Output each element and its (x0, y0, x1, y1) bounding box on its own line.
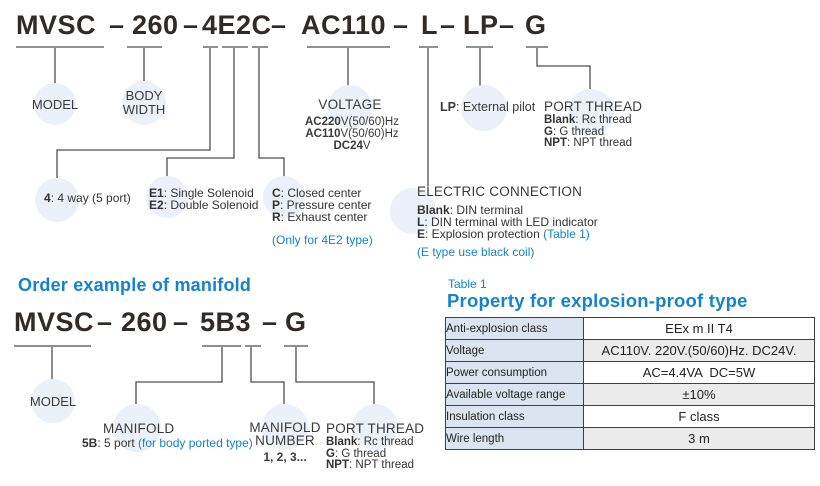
external-pilot-desc: : External pilot (455, 100, 536, 114)
model-label: MODEL (31, 97, 79, 112)
row-label: Voltage (446, 340, 584, 362)
voltage-dc24-rest: V (362, 140, 371, 152)
code-segment-body-width: 260 (132, 10, 179, 40)
code-dash: – (109, 10, 125, 40)
voltage-ac220-bold: AC220 (305, 116, 341, 128)
voltage-option-dc24 (287, 140, 417, 152)
electric-l-desc: : DIN terminal with LED indicator (424, 215, 598, 229)
row-label: Wire length (446, 428, 584, 450)
code-dash: – (499, 10, 515, 40)
manifold-title: MANIFOLD (103, 421, 175, 436)
voltage-dc24-bold: DC24 (333, 140, 363, 152)
solenoid-e2-key: E2 (149, 198, 164, 212)
code-dash: – (183, 10, 199, 40)
electric-e-desc: : Explosion protection (425, 227, 544, 241)
electric-e-key: E (417, 227, 426, 241)
manifold-code-body-width: 260 (121, 307, 168, 337)
manifold-code-type: 5B3 (200, 307, 252, 337)
manifold-5b-key: 5B (82, 436, 98, 450)
manifold-port-thread-g-key: G (326, 448, 335, 460)
solenoid-e2-desc: : Double Solenoid (163, 198, 259, 212)
manifold-number-title (248, 422, 322, 447)
port-thread-g-key: G (544, 126, 553, 138)
table-row (446, 362, 815, 384)
manifold-number-title-2: NUMBER (255, 432, 315, 448)
voltage-ac220-rest: V(50/60)Hz (340, 116, 399, 128)
code-dash: – (440, 10, 456, 40)
code-segment-voltage: AC110 (301, 10, 387, 40)
manifold-code-model: MVSC (14, 307, 95, 337)
manifold-port-thread-blank (326, 436, 414, 448)
center-p-key: P (272, 198, 281, 212)
voltage-option-ac110 (287, 128, 417, 140)
body-width-line2: WIDTH (122, 102, 166, 117)
manifold-port-thread-blank-key: Blank (326, 436, 358, 448)
center-r-key: R (272, 210, 281, 224)
manifold-port-thread-blank-desc: : Rc thread (357, 436, 414, 448)
manifold-code-thread: G (285, 307, 307, 337)
center-c-key: C (272, 186, 281, 200)
port-thread-blank-key: Blank (544, 114, 576, 126)
manifold-port-thread-npt-key: NPT (326, 459, 349, 471)
voltage-title: VOLTAGE (318, 97, 382, 112)
solenoid-e1-desc: : Single Solenoid (163, 186, 254, 200)
table-row (446, 318, 815, 340)
port-thread-blank (544, 114, 632, 126)
manifold-port-thread-title: PORT THREAD (326, 421, 425, 436)
row-value: 3 m (584, 428, 815, 450)
table-row (446, 428, 815, 450)
four-way-desc: : 4 way (5 port) (50, 191, 131, 205)
external-pilot-key: LP (440, 100, 456, 114)
manifold-port-thread-npt-desc: : NPT thread (349, 459, 414, 471)
code-dash: – (173, 307, 189, 337)
code-segment-thread: G (525, 10, 547, 40)
code-dash: – (271, 10, 287, 40)
manifold-model-label: MODEL (29, 394, 77, 409)
port-thread-npt (544, 137, 632, 149)
center-restriction-note: (Only for 4E2 type) (272, 233, 373, 247)
table-row (446, 384, 815, 406)
row-label: Power consumption (446, 362, 584, 384)
code-dash: – (262, 307, 278, 337)
code-segment-pilot: LP (463, 10, 499, 40)
code-dash: – (393, 10, 409, 40)
solenoid-option-e2 (149, 198, 258, 212)
voltage-ac110-rest: V(50/60)Hz (340, 128, 399, 140)
code-segment-valve-type: 4E2C (202, 10, 272, 40)
row-value: F class (584, 406, 815, 428)
electric-blank-key: Blank (417, 203, 450, 217)
manifold-number-title-1: MANIFOLD (249, 420, 321, 435)
port-thread-g-desc: : G thread (552, 126, 605, 138)
row-value: EEx m II T4 (584, 318, 815, 340)
port-thread-title: PORT THREAD (544, 99, 643, 114)
body-width-label (114, 89, 174, 117)
manifold-port-thread-npt (326, 459, 414, 471)
solenoid-e1-key: E1 (149, 186, 164, 200)
row-label: Insulation class (446, 406, 584, 428)
code-dash: – (97, 307, 113, 337)
port-thread-npt-key: NPT (544, 137, 567, 149)
table-1-link[interactable]: (Table 1) (543, 227, 590, 241)
four-way-key: 4 (44, 191, 51, 205)
center-p-desc: : Pressure center (280, 198, 372, 212)
code-segment-model: MVSC (16, 10, 97, 40)
electric-connection-title: ELECTRIC CONNECTION (417, 184, 583, 199)
manifold-section-heading: Order example of manifold (18, 275, 252, 295)
electric-blank-desc: : DIN terminal (449, 203, 524, 217)
body-width-line1: BODY (125, 88, 163, 103)
manifold-5b-note (82, 436, 253, 450)
four-way-note (44, 191, 131, 205)
voltage-ac110-bold: AC110 (305, 128, 341, 140)
table-tag: Table 1 (448, 277, 487, 291)
center-c-desc: : Closed center (280, 186, 362, 200)
table-row (446, 406, 815, 428)
row-value: ±10% (584, 384, 815, 406)
voltage-option-ac220 (287, 116, 417, 128)
electric-coil-note: (E type use black coil) (417, 245, 535, 259)
center-r-desc: : Exhaust center (280, 210, 368, 224)
port-thread-blank-desc: : Rc thread (575, 114, 632, 126)
row-value: AC110V. 220V.(50/60)Hz. DC24V. (584, 340, 815, 362)
manifold-port-thread-g-desc: : G thread (334, 448, 387, 460)
row-label: Anti-explosion class (446, 318, 584, 340)
port-thread-npt-desc: : NPT thread (567, 137, 632, 149)
code-segment-electric: L (421, 10, 438, 40)
center-option-r (272, 210, 367, 224)
explosion-proof-table (445, 317, 815, 450)
manifold-5b-desc: : 5 port (97, 436, 139, 450)
manifold-number-values: 1, 2, 3... (263, 450, 307, 464)
row-value: AC=4.4VA DC=5W (584, 362, 815, 384)
row-label: Available voltage range (446, 384, 584, 406)
manifold-5b-body-ported-note: (for body ported type) (138, 436, 253, 450)
table-row (446, 340, 815, 362)
electric-l-key: L (417, 215, 425, 229)
external-pilot-note (440, 100, 535, 114)
table-title: Property for explosion-proof type (447, 290, 748, 311)
electric-option-e (417, 227, 590, 241)
